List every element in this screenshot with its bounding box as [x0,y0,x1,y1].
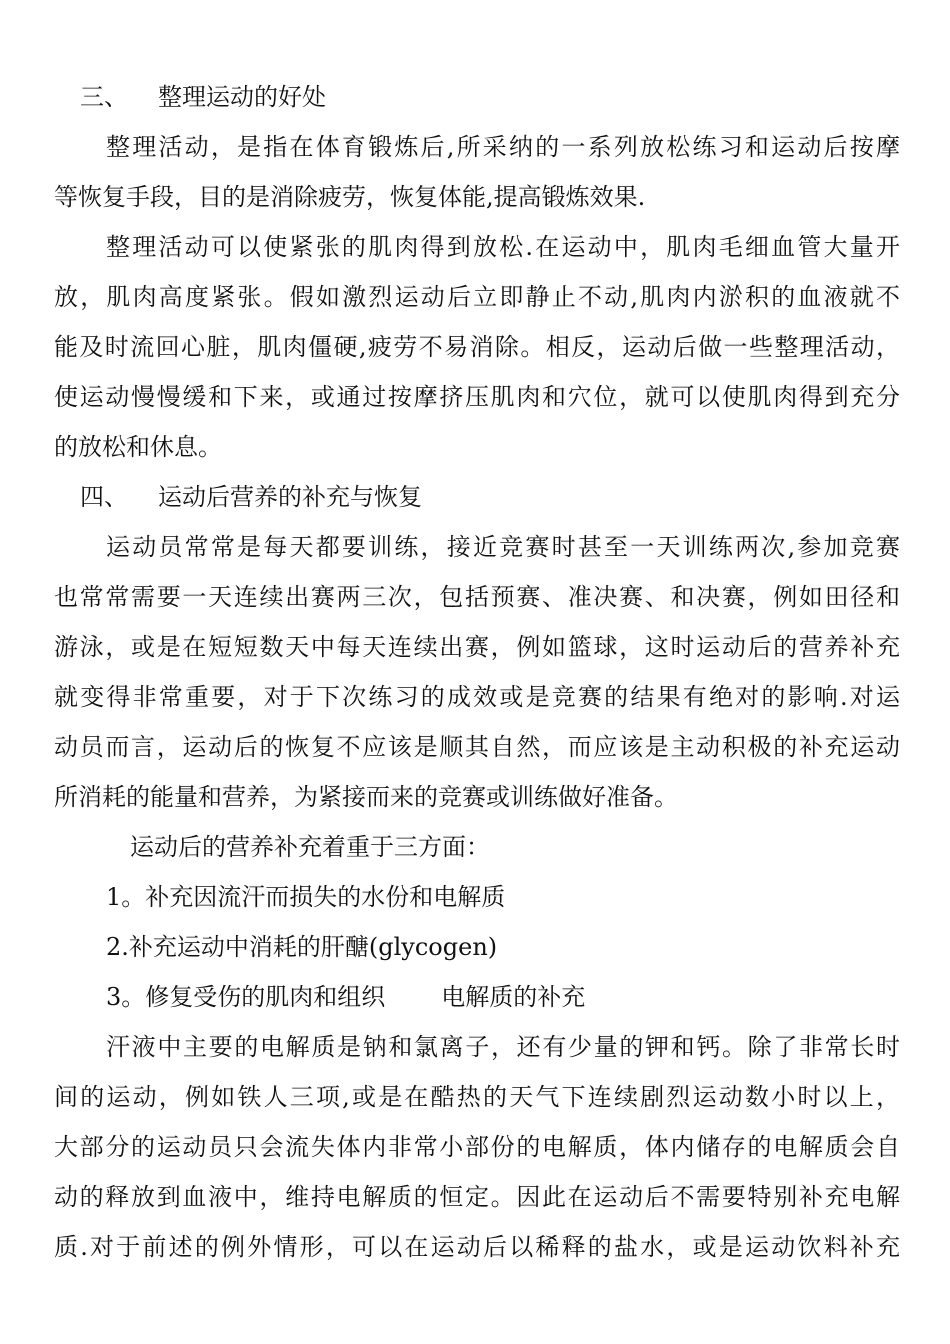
paragraph-line: 游泳，或是在短短数天中每天连续出赛，例如篮球，这时运动后的营养补充 [54,633,900,661]
list-item [54,972,900,1022]
section-heading-3 [54,72,900,122]
paragraph-line: 能及时流回心脏，肌肉僵硬,疲劳不易消除。相反，运动后做一些整理活动， [54,333,900,361]
section-number: 三、 [80,83,128,111]
paragraph-line: 使运动慢慢缓和下来，或通过按摩挤压肌肉和穴位，就可以使肌肉得到充分 [54,383,900,411]
section-number: 四、 [80,483,128,511]
paragraph-line: 就变得非常重要，对于下次练习的成效或是竞赛的结果有绝对的影响.对运 [54,683,900,711]
paragraph-line: 也常常需要一天连续出赛两三次，包括预赛、准决赛、和决赛，例如田径和 [54,583,900,611]
list-item: 2.补充运动中消耗的肝醣(glycogen) [106,933,498,961]
subheading-electrolytes: 电解质的补充 [441,983,586,1011]
list-item: 1。补充因流汗而损失的水份和电解质 [106,883,506,911]
paragraph-line: 质.对于前述的例外情形，可以在运动后以稀释的盐水，或是运动饮料补充 [54,1233,900,1261]
paragraph-line: 动的释放到血液中，维持电解质的恒定。因此在运动后不需要特别补充电解 [54,1183,900,1211]
list-intro: 运动后的营养补充着重于三方面： [130,833,490,861]
paragraph-line: 的放松和休息。 [54,433,222,461]
paragraph-line: 整理活动可以使紧张的肌肉得到放松.在运动中，肌肉毛细血管大量开 [106,233,900,261]
document-page [54,72,900,1272]
paragraph-line: 等恢复手段，目的是消除疲劳，恢复体能,提高锻炼效果. [54,183,646,211]
paragraph-line: 放，肌肉高度紧张。假如激烈运动后立即静止不动,肌肉内淤积的血液就不 [54,283,900,311]
section-heading-4 [54,472,900,522]
paragraph-line: 整理活动，是指在体育锻炼后,所采纳的一系列放松练习和运动后按摩 [106,133,900,161]
paragraph-line: 所消耗的能量和营养，为紧接而来的竞赛或训练做好准备。 [54,783,678,811]
paragraph-line: 运动员常常是每天都要训练，接近竞赛时甚至一天训练两次,参加竞赛 [106,533,900,561]
list-item-text: 3。修复受伤的肌肉和组织 [106,983,386,1011]
section-title: 整理运动的好处 [158,83,326,111]
paragraph-line: 汗液中主要的电解质是钠和氯离子，还有少量的钾和钙。除了非常长时 [106,1033,900,1061]
paragraph-line: 动员而言，运动后的恢复不应该是顺其自然，而应该是主动积极的补充运动 [54,733,900,761]
paragraph-line: 间的运动，例如铁人三项,或是在酷热的天气下连续剧烈运动数小时以上， [54,1083,900,1111]
paragraph-line: 大部分的运动员只会流失体内非常小部份的电解质，体内储存的电解质会自 [54,1133,900,1161]
section-title: 运动后营养的补充与恢复 [158,483,422,511]
